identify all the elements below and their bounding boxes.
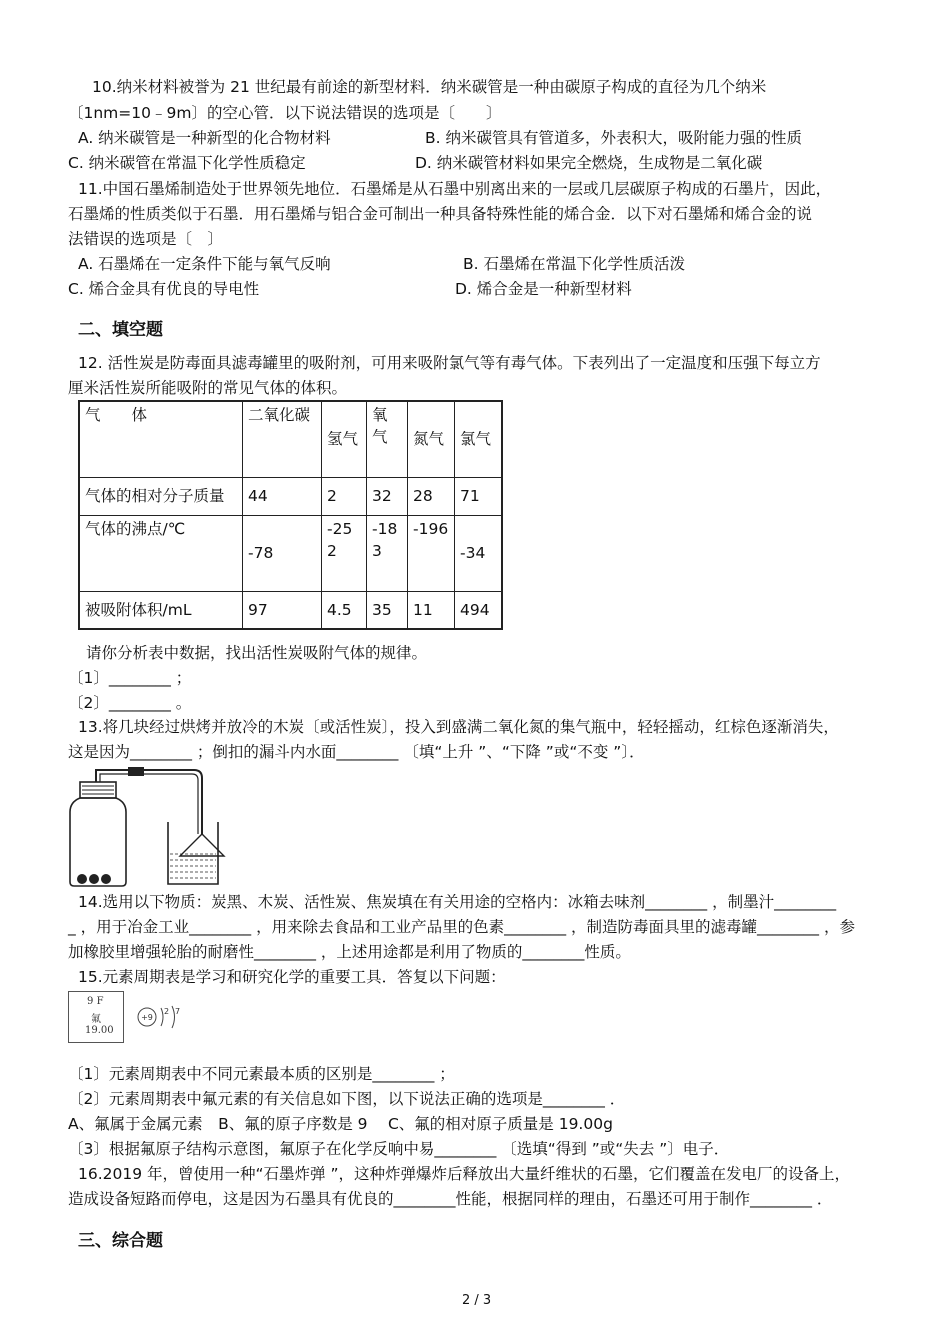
section-comprehensive-heading: 三、综合题 — [78, 1231, 163, 1251]
table-cell: 被吸附体积/mL — [79, 591, 243, 629]
shell1-electrons: 2 — [164, 1007, 170, 1016]
table-cell: 11 — [408, 591, 455, 629]
table-cell: 4.5 — [322, 591, 367, 629]
charcoal-piece — [101, 874, 111, 884]
table-cell: 气体的相对分子质量 — [79, 477, 243, 515]
q12-stem-line2: 厘米活性炭所能吸附的常见气体的体积。 — [68, 379, 348, 397]
table-cell: -252 — [322, 515, 367, 591]
q11-stem-line3: 法错误的选项是〔 〕 — [68, 230, 224, 248]
connecting-tube — [96, 770, 202, 834]
fluorine-element-card — [68, 991, 124, 1043]
table-row — [79, 515, 502, 591]
q13-stem-line1: 13.将几块经过烘烤并放冷的木炭〔或活性炭〕，投入到盛满二氧化氮的集气瓶中，轻轻摇动，红棕色逐渐消失， — [78, 718, 839, 736]
element-symbol: F — [96, 996, 104, 1007]
q15-sub2: 〔2〕元素周期表中氟元素的有关信息如下图，以下说法正确的选项是________ ． — [68, 1090, 626, 1108]
water — [170, 854, 216, 878]
table-cell: 494 — [455, 591, 503, 629]
page-number: 2 / 3 — [462, 1293, 492, 1308]
q12-sub1: 〔1〕________ ； — [68, 669, 192, 687]
table-row — [79, 477, 502, 515]
q10-option-c: C. 纳米碳管在常温下化学性质稳定 — [68, 154, 306, 172]
gas-adsorption-table — [78, 400, 503, 630]
q11-option-a: A. 石墨烯在一定条件下能与氧气反响 — [78, 255, 331, 273]
q14-stem-line1: 14.选用以下物质：炭黑、木炭、活性炭、焦炭填在有关用途的空格内：冰箱去味剂________ ，制墨汁________ — [78, 893, 837, 911]
q15-sub1: 〔1〕元素周期表中不同元素最本质的区别是________ ； — [68, 1065, 455, 1083]
table-cell: 二氧化碳 — [243, 401, 322, 477]
table-header-row — [79, 401, 502, 477]
q11-stem-line1: 11.中国石墨烯制造处于世界领先地位．石墨烯是从石墨中别离出来的一层或几层碳原子构成的石墨片，因此， — [78, 180, 832, 198]
table-cell: 2 — [322, 477, 367, 515]
table-cell: -78 — [243, 515, 322, 591]
table-cell: 71 — [455, 477, 503, 515]
table-cell: 28 — [408, 477, 455, 515]
table-cell: 氧气 — [367, 401, 408, 477]
q11-option-d: D. 烯合金是一种新型材料 — [455, 280, 632, 298]
table-cell: 35 — [367, 591, 408, 629]
q10-stem-line2: 〔1nm=10﹣9m〕的空心管．以下说法错误的选项是〔 〕 — [68, 104, 502, 122]
table-cell: -183 — [367, 515, 408, 591]
q11-stem-line2: 石墨烯的性质类似于石墨．用石墨烯与铝合金可制出一种具备特殊性能的烯合金．以下对石墨烯和烯合金的说 — [68, 205, 813, 223]
charcoal-piece — [77, 874, 87, 884]
q15-options: A、氟属于金属元素 B、氟的原子序数是 9 C、氟的相对原子质量是 19.00g — [68, 1115, 613, 1133]
q10-stem-line1: 10.纳米材料被誉为 21 世纪最有前途的新型材料．纳米碳管是一种由碳原子构成的直径为几个纳米 — [92, 78, 767, 96]
electron-shell-arc — [161, 1008, 163, 1026]
q11-option-b: B. 石墨烯在常温下化学性质活泼 — [463, 255, 685, 273]
table-cell: 97 — [243, 591, 322, 629]
table-cell: 氯气 — [455, 401, 503, 477]
beaker — [168, 822, 218, 884]
q10-option-b: B. 纳米碳管具有管道多，外表积大，吸附能力强的性质 — [425, 129, 802, 147]
section-fill-in-heading: 二、填空题 — [78, 320, 163, 340]
table-cell: 氢气 — [322, 401, 367, 477]
charcoal-piece — [89, 874, 99, 884]
element-mass: 19.00 — [85, 1025, 114, 1036]
shell2-electrons: 7 — [175, 1007, 181, 1016]
q14-stem-line2: _ ，用于冶金工业________ ，用来除去食品和工业产品里的色素________ ，制造防毒面具里的滤毒罐________ ，参 — [68, 918, 855, 936]
table-cell: 气 体 — [79, 401, 243, 477]
q10-option-d: D. 纳米碳管材料如果完全燃烧，生成物是二氧化碳 — [415, 154, 763, 172]
q12-ask: 请你分析表中数据，找出活性炭吸附气体的规律。 — [86, 644, 428, 662]
q15-stem: 15.元素周期表是学习和研究化学的重要工具．答复以下问题： — [78, 968, 506, 986]
fluorine-atom-structure-diagram — [134, 1000, 188, 1034]
table-cell: -196 — [408, 515, 455, 591]
element-name: 氟 — [91, 1014, 101, 1025]
element-number: 9 — [87, 996, 94, 1007]
table-cell: 氮气 — [408, 401, 455, 477]
table-cell: 32 — [367, 477, 408, 515]
gas-bottle — [70, 798, 126, 886]
tube-clamp — [128, 767, 144, 776]
q13-stem-line2: 这是因为________ ；倒扣的漏斗内水面________ 〔填“上升 ”、“下降 ”或“不变 ”〕． — [68, 743, 645, 761]
q12-stem-line1: 12. 活性炭是防毒面具滤毒罐里的吸附剂，可用来吸附氯气等有毒气体。下表列出了一定温度和压强下每立方 — [78, 354, 821, 372]
table-cell: 气体的沸点/℃ — [79, 515, 243, 591]
q16-stem-line2: 造成设备短路而停电，这是因为石墨具有优良的________性能，根据同样的理由，石墨还可用于制作________ ． — [68, 1190, 833, 1208]
q11-option-c: C. 烯合金具有优良的导电性 — [68, 280, 260, 298]
table-cell: 44 — [243, 477, 322, 515]
apparatus-diagram — [66, 764, 236, 888]
q15-sub3: 〔3〕根据氟原子结构示意图，氟原子在化学反响中易________ 〔选填“得到 ”或“失去 ”〕电子． — [68, 1140, 730, 1158]
q10-option-a: A. 纳米碳管是一种新型的化合物材料 — [78, 129, 331, 147]
nucleus-charge: +9 — [141, 1013, 153, 1022]
q14-stem-line3: 加橡胶里增强轮胎的耐磨性________ ，上述用途都是利用了物质的________性质。 — [68, 943, 631, 961]
q12-sub2: 〔2〕________ 。 — [68, 694, 192, 712]
table-row — [79, 591, 502, 629]
q16-stem-line1: 16.2019 年，曾使用一种“石墨炸弹 ”，这种炸弹爆炸后释放出大量纤维状的石墨，它们覆盖在发电厂的设备上， — [78, 1165, 851, 1183]
table-cell: -34 — [455, 515, 503, 591]
